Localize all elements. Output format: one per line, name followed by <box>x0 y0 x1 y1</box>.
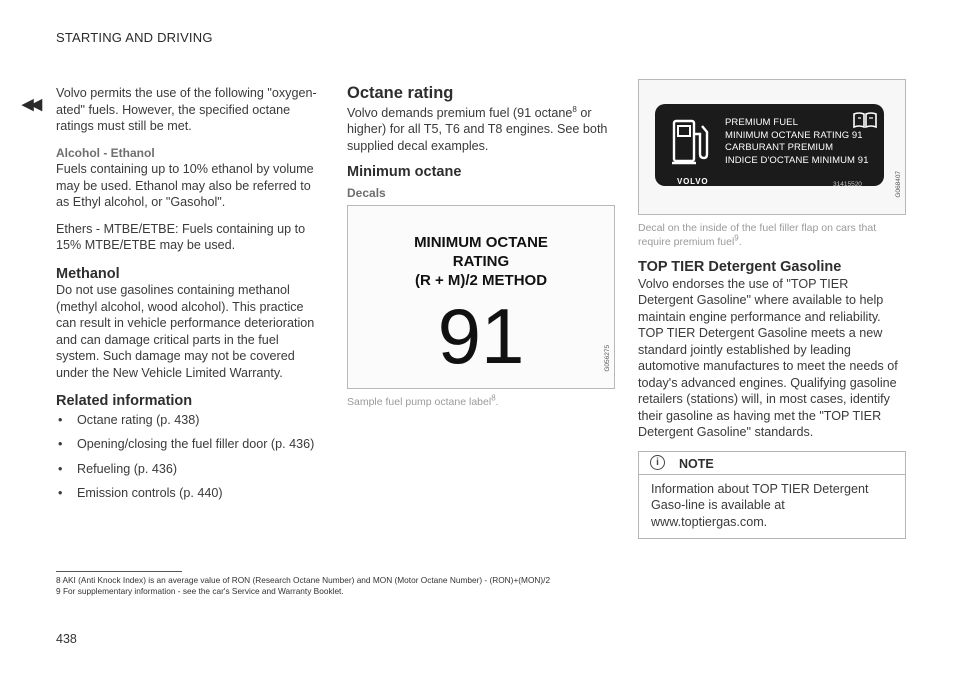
part-number: 31415520 <box>833 181 862 188</box>
filler-flap-decal <box>638 79 906 215</box>
related-link-octane[interactable]: • Octane rating (p. 438) <box>56 412 321 429</box>
related-info-heading: Related information <box>56 393 193 409</box>
methanol-heading: Methanol <box>56 265 120 282</box>
related-links-list <box>56 412 321 502</box>
octane-rating-heading: Octane rating <box>347 84 454 102</box>
column-right <box>638 85 906 539</box>
note-title: NOTE <box>679 456 714 471</box>
footnote-8: 8 AKI (Anti Knock Index) is an average value of RON (Research Octane Number) and MON (Motor Octane Number) - (RON)+(MON)/2 <box>56 575 551 585</box>
note-text: Information about TOP TIER Detergent Gaso-line is available at www.toptiergas.com. <box>651 481 869 529</box>
premium-fuel-text: PREMIUM FUEL MINIMUM OCTANE RATING 91 CARBURANT PREMIUM INDICE D'OCTANE MINIMUM 91 <box>725 117 869 166</box>
toptier-text: Volvo endorses the use of "TOP TIER Detergent Gasoline" where available to help maintain engine performance and reliability. TOP TIER Detergent Gasoline meets a new standard jointly established by leading automotive manufactures to meet the needs of today's advanced engines. Qualifying gasoline retailers (stations) will, in most cases, identify their gasoline as having met the "TOP TIER Detergent Gasoline" standards. <box>638 276 898 439</box>
toptier-heading: TOP TIER Detergent Gasoline <box>638 259 842 275</box>
footnote-ref-8[interactable]: 8 <box>572 104 577 114</box>
minimum-octane-heading: Minimum octane <box>347 164 462 180</box>
pump-octane-decal <box>347 205 615 389</box>
octane-intro: Volvo demands premium fuel (91 octane$^8$ or higher) for all T5, T6 and T8 engines. See both supplied decal examples. <box>347 104 608 153</box>
pump-decal-caption: Sample fuel pump octane label$^8$. <box>347 393 499 408</box>
previous-page-icon[interactable]: ◀◀ <box>22 96 40 113</box>
fuel-pump-icon <box>671 118 711 166</box>
oxygenated-intro: Volvo permits the use of the following "oxygen-ated" fuels. However, the specified octane ratings must still be met. <box>56 86 317 133</box>
related-link-refueling[interactable]: • Refueling (p. 436) <box>56 461 321 478</box>
decals-heading: Decals <box>347 185 386 200</box>
image-code: G068407 <box>895 170 903 198</box>
premium-fuel-label <box>655 104 884 186</box>
running-header: STARTING AND DRIVING <box>56 30 213 45</box>
methanol-text: Do not use gasolines containing methanol (methyl alcohol, wood alcohol). This practice can result in vehicle performance deterioration and can damage critical parts in the fuel system. Such damage may not be covered under the New Vehicle Limited Warranty. <box>56 283 315 380</box>
flap-decal-caption: Decal on the inside of the fuel filler flap on cars that require premium fuel$^9$. <box>638 222 877 248</box>
info-icon: i <box>650 455 665 470</box>
column-middle <box>347 85 615 419</box>
column-left <box>56 85 321 510</box>
alcohol-text: Fuels containing up to 10% ethanol by volume may be used. Ethanol may also be referred to as Ethyl alcohol, or "Gasohol". <box>56 162 314 209</box>
page-number: 438 <box>56 632 77 646</box>
image-code: G056275 <box>604 344 612 372</box>
volvo-logo: VOLVO <box>677 177 709 186</box>
alcohol-heading: Alcohol - Ethanol <box>56 145 155 160</box>
related-link-emission[interactable]: • Emission controls (p. 440) <box>56 485 321 502</box>
ethers-text: Ethers - MTBE/ETBE: Fuels containing up to 15% MTBE/ETBE may be used. <box>56 221 306 252</box>
related-link-filler-door[interactable]: • Opening/closing the fuel filler door (p. 436) <box>56 436 321 453</box>
decal-octane-number: 91 <box>437 292 525 380</box>
note-box <box>638 451 906 540</box>
footnote-divider <box>56 571 182 572</box>
decal-text: MINIMUM OCTANE RATING (R + M)/2 METHOD <box>414 234 548 289</box>
manual-book-icon <box>852 111 878 129</box>
footnote-9: 9 For supplementary information - see the car's Service and Warranty Booklet. <box>56 586 344 596</box>
note-header <box>639 452 905 475</box>
